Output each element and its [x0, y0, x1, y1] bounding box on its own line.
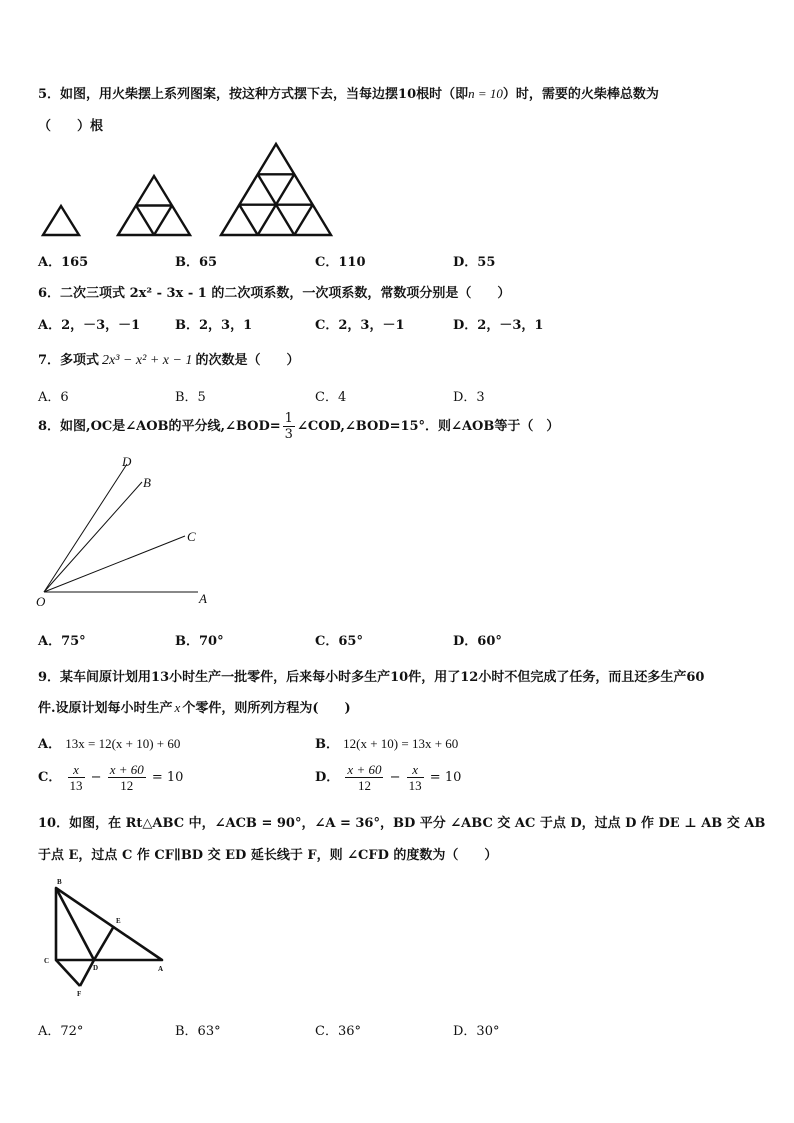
q10-option-d[interactable]: D．30° [453, 1024, 500, 1039]
q10-option-a[interactable]: A．72° [38, 1024, 84, 1039]
q8-fraction [283, 411, 295, 442]
q5-matchstick-figure [0, 140, 380, 240]
q9-option-d[interactable]: D． $\frac{x + 60}{12}$ − $\frac{x}{13}$ = 10 [315, 762, 462, 793]
q5-triangle-size1 [43, 206, 79, 235]
q6-option-a[interactable]: A．2，－3，－1 [38, 318, 141, 333]
q5-stem-math: n = 10 [468, 86, 503, 101]
ray-oc [44, 536, 185, 592]
q7-stem-part2: 的次数是（ ） [195, 353, 300, 368]
q9-option-c-rhs: = 10 [151, 770, 184, 785]
q6-stem: 6．二次三项式 2x² - 3x - 1 的二次项系数，一次项系数，常数项分别是（ ） [38, 286, 511, 301]
q9-option-c-frac2: $\frac{x + 60}{12}$ [109, 762, 144, 793]
q7-option-b[interactable]: B．5 [175, 390, 206, 405]
label-d: D [93, 964, 99, 972]
label-a: A [158, 965, 164, 973]
q9-option-d-frac2: $\frac{x}{13}$ [408, 762, 422, 793]
q9-option-a-label: A． [38, 737, 62, 752]
q8-option-a[interactable]: A．75° [38, 634, 86, 649]
ray-ob [44, 482, 142, 592]
segment-df [80, 960, 94, 986]
q9-option-c-frac1: $\frac{x}{13}$ [69, 762, 83, 793]
q9-option-d-frac1: $\frac{x + 60}{12}$ [347, 762, 382, 793]
q8-stem-part1: 8．如图,OC是∠AOB的平分线,∠BOD= [38, 419, 281, 434]
q6-option-d[interactable]: D．2，－3，1 [453, 318, 544, 333]
q9-option-a-equation: 13x = 12(x + 10) + 60 [65, 736, 181, 751]
q7-stem [38, 349, 299, 369]
q5-triangle-size3 [221, 144, 331, 235]
q7-option-a[interactable]: A．6 [38, 390, 69, 405]
segment-cf [56, 960, 80, 986]
ray-od [44, 464, 127, 592]
q9-stem-line2 [38, 697, 351, 716]
label-c: C [44, 957, 50, 965]
q8-frac-num: 1 [284, 411, 293, 426]
q9-option-c-label: C． [38, 770, 62, 785]
segment-de [94, 926, 114, 960]
q8-option-d[interactable]: D．60° [453, 634, 502, 649]
q9-stem-part2: 个零件，则所列方程为( ) [182, 701, 351, 716]
q10-option-c[interactable]: C．36° [315, 1024, 361, 1039]
q5-option-b[interactable]: B．65 [175, 255, 218, 270]
q5-stem [38, 83, 659, 102]
q9-stem-line1: 9．某车间原计划用13小时生产一批零件，后来每小时多生产10件，用了12小时不但完成了任务，而且还多生产60 [38, 670, 705, 685]
q6-option-c[interactable]: C．2，3，－1 [315, 318, 405, 333]
q9-stem-part1: 件.设原计划每小时生产 [38, 701, 173, 716]
q10-stem-line1: 10．如图，在 Rt△ABC 中，∠ACB = 90°，∠A = 36°，BD 平分 ∠ABC 交 AC 于点 D，过点 D 作 DE ⊥ AB 交 AB [38, 816, 766, 831]
q5-option-c[interactable]: C．110 [315, 255, 366, 270]
triangle-abc [56, 888, 162, 960]
q8-option-c[interactable]: C．65° [315, 634, 363, 649]
q5-option-d[interactable]: D．55 [453, 255, 496, 270]
q9-option-b-label: B． [315, 737, 339, 752]
q7-option-c[interactable]: C．4 [315, 390, 347, 405]
label-d: D [122, 454, 132, 469]
q7-option-d[interactable]: D．3 [453, 390, 485, 405]
q5-stem-line2: （ ）根 [38, 119, 104, 134]
q8-stem [38, 411, 559, 442]
q10-stem-line2: 于点 E，过点 C 作 CF∥BD 交 ED 延长线于 F，则 ∠CFD 的度数为（ ） [38, 848, 498, 863]
q9-option-d-label: D． [315, 770, 340, 785]
q9-option-d-rhs: = 10 [429, 770, 462, 785]
q5-option-a[interactable]: A．165 [38, 255, 89, 270]
segment-bd [56, 888, 94, 960]
q9-option-c[interactable]: C． $\frac{x}{13}$ − $\frac{x + 60}{12}$ = 10 [38, 762, 184, 793]
q7-stem-math: 2x³ − x² + x − 1 [102, 353, 193, 368]
q7-stem-part1: 7．多项式 [38, 353, 100, 368]
q10-option-b[interactable]: B．63° [175, 1024, 221, 1039]
q5-stem-part2: ）时，需要的火柴棒总数为 [502, 87, 659, 102]
q9-option-a[interactable] [38, 733, 180, 752]
label-e: E [116, 917, 121, 925]
q8-angle-figure [30, 452, 220, 612]
label-c: C [187, 529, 196, 544]
q9-stem-math: x [174, 700, 181, 715]
q9-option-b-equation: 12(x + 10) = 13x + 60 [343, 736, 459, 751]
q8-stem-part2: ∠COD,∠BOD=15°．则∠AOB等于（ ） [296, 419, 560, 434]
label-o: O [36, 594, 46, 609]
q8-frac-den: 3 [284, 427, 293, 442]
label-b: B [57, 878, 62, 886]
label-a: A [199, 591, 207, 606]
q5-stem-part1: 5．如图，用火柴摆上系列图案，按这种方式摆下去，当每边摆10根时（即 [38, 87, 469, 102]
label-b: B [143, 475, 151, 490]
q5-triangle-size2 [118, 176, 190, 235]
q9-option-b[interactable] [315, 733, 458, 752]
label-f: F [77, 990, 82, 998]
q8-option-b[interactable]: B．70° [175, 634, 224, 649]
q10-triangle-figure [38, 872, 174, 1002]
q6-option-b[interactable]: B．2，3，1 [175, 318, 253, 333]
